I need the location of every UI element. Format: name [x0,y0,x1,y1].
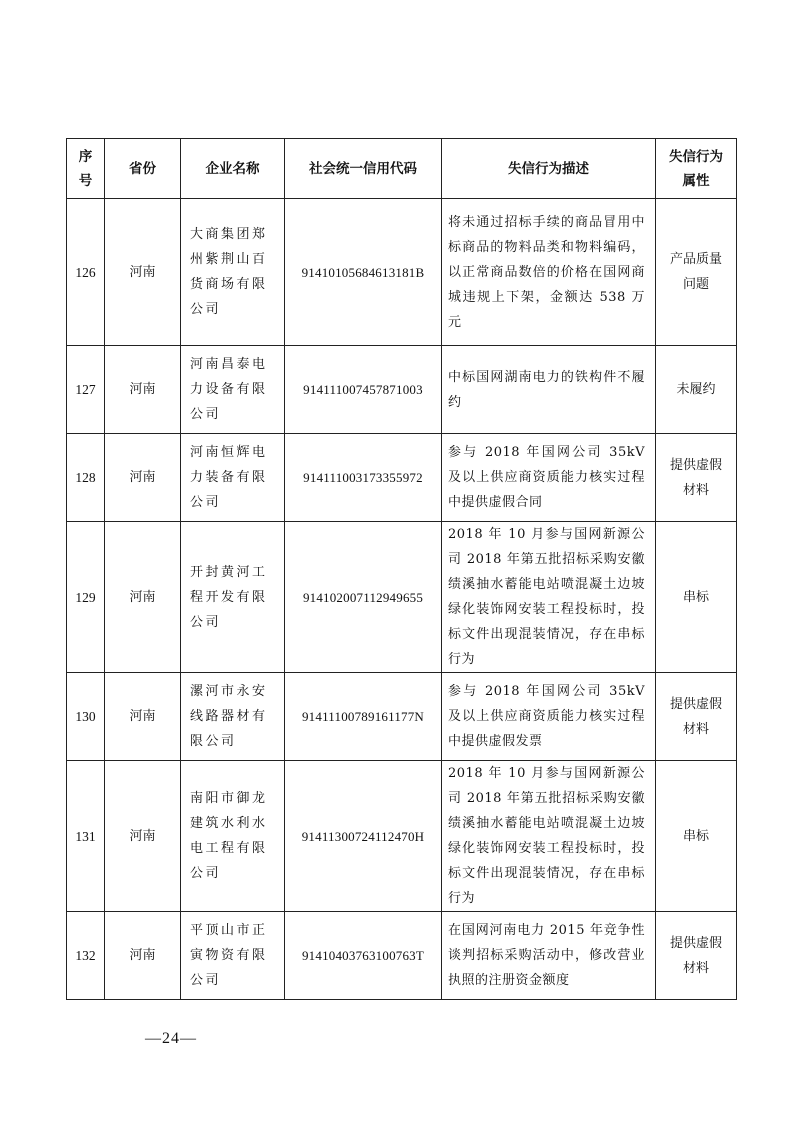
row-no: 132 [67,912,105,1000]
row-company: 漯河市永安线路器材有限公司 [181,673,285,761]
row-description: 2018 年 10 月参与国网新源公司 2018 年第五批招标采购安徽绩溪抽水蓄能电站喷混凝土边坡绿化装饰网安装工程投标时，投标文件出现混装情况，存在串标行为 [442,522,656,673]
row-code: 914111007457871003 [285,346,442,434]
header-company: 企业名称 [181,139,285,199]
row-attribute: 串标 [656,761,737,912]
table-row [67,434,737,522]
row-code: 91410403763100763T [285,912,442,1000]
row-province: 河南 [105,912,181,1000]
row-company: 河南昌泰电力设备有限公司 [181,346,285,434]
credit-table [66,138,737,1000]
row-company: 开封黄河工程开发有限公司 [181,522,285,673]
row-code: 914111003173355972 [285,434,442,522]
row-province: 河南 [105,522,181,673]
row-province: 河南 [105,673,181,761]
table-row [67,912,737,1000]
row-description: 将未通过招标手续的商品冒用中标商品的物料品类和物料编码，以正常商品数倍的价格在国网商城违规上下架，金额达 538 万元 [442,199,656,346]
header-province: 省份 [105,139,181,199]
row-attribute: 串标 [656,522,737,673]
row-code: 91411300724112470H [285,761,442,912]
row-province: 河南 [105,346,181,434]
row-description: 参与 2018 年国网公司 35kV 及以上供应商资质能力核实过程中提供虚假发票 [442,673,656,761]
row-no: 127 [67,346,105,434]
table-row [67,346,737,434]
row-company: 大商集团郑州紫荆山百货商场有限公司 [181,199,285,346]
row-province: 河南 [105,761,181,912]
row-province: 河南 [105,434,181,522]
row-company: 南阳市御龙建筑水利水电工程有限公司 [181,761,285,912]
row-attribute: 提供虚假材料 [656,434,737,522]
table-row [67,522,737,673]
row-attribute: 提供虚假材料 [656,912,737,1000]
row-attribute: 产品质量问题 [656,199,737,346]
row-no: 128 [67,434,105,522]
row-province: 河南 [105,199,181,346]
row-no: 130 [67,673,105,761]
table-row [67,761,737,912]
header-description: 失信行为描述 [442,139,656,199]
table-row [67,673,737,761]
row-description: 2018 年 10 月参与国网新源公司 2018 年第五批招标采购安徽绩溪抽水蓄能电站喷混凝土边坡绿化装饰网安装工程投标时，投标文件出现混装情况，存在串标行为 [442,761,656,912]
row-code: 91411100789161177N [285,673,442,761]
row-no: 131 [67,761,105,912]
header-attribute: 失信行为属性 [656,139,737,199]
header-row [67,139,737,199]
table-row [67,199,737,346]
row-description: 在国网河南电力 2015 年竞争性谈判招标采购活动中，修改营业执照的注册资金额度 [442,912,656,1000]
row-no: 129 [67,522,105,673]
row-description: 中标国网湖南电力的铁构件不履约 [442,346,656,434]
row-company: 河南恒辉电力装备有限公司 [181,434,285,522]
page-number: —24— [145,1030,197,1047]
header-no: 序号 [67,139,105,199]
header-code: 社会统一信用代码 [285,139,442,199]
row-company: 平顶山市正寅物资有限公司 [181,912,285,1000]
row-code: 91410105684613181B [285,199,442,346]
row-attribute: 提供虚假材料 [656,673,737,761]
row-no: 126 [67,199,105,346]
row-code: 914102007112949655 [285,522,442,673]
row-description: 参与 2018 年国网公司 35kV 及以上供应商资质能力核实过程中提供虚假合同 [442,434,656,522]
row-attribute: 未履约 [656,346,737,434]
